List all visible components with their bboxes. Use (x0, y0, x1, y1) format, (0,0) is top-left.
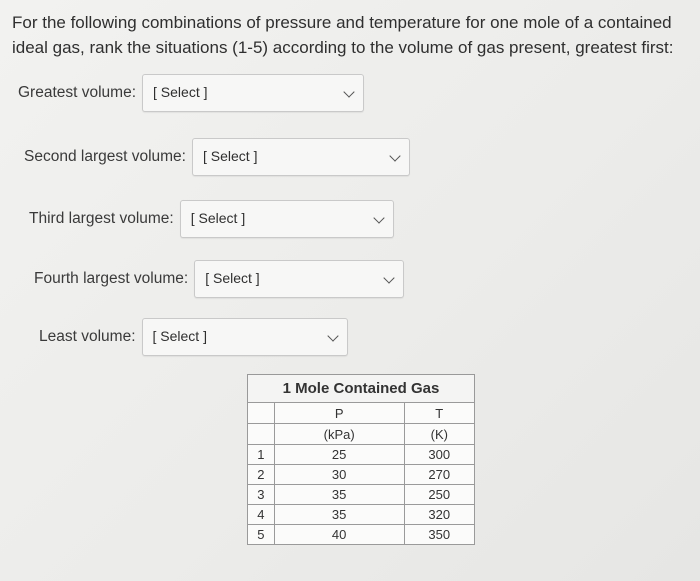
pressure-value: 35 (274, 485, 404, 505)
select-greatest[interactable] (142, 74, 364, 112)
temperature-value: 350 (404, 525, 474, 545)
select-least[interactable] (142, 318, 348, 356)
chevron-down-icon (373, 212, 384, 223)
situation-number: 1 (248, 445, 275, 465)
rank-label-greatest: Greatest volume: (18, 84, 137, 101)
table-title: 1 Mole Contained Gas (247, 374, 475, 402)
chevron-down-icon (389, 150, 400, 161)
table-row (248, 465, 475, 485)
select-value: [ Select ] (152, 328, 207, 344)
table-row (248, 485, 475, 505)
pressure-value: 30 (274, 465, 404, 485)
rank-row-least (39, 318, 348, 356)
select-second[interactable] (192, 138, 410, 176)
select-fourth[interactable] (194, 260, 404, 298)
gas-table (247, 402, 475, 545)
select-value: [ Select ] (202, 148, 258, 164)
pressure-unit: (kPa) (274, 424, 404, 445)
chevron-down-icon (343, 86, 354, 97)
rank-row-fourth (34, 260, 404, 298)
table-header-cell (248, 424, 275, 445)
temperature-value: 250 (404, 485, 474, 505)
temperature-value: 270 (404, 465, 474, 485)
situation-number: 4 (248, 505, 275, 525)
pressure-header: P (274, 403, 404, 424)
table-row (248, 445, 475, 465)
situation-number: 2 (248, 465, 275, 485)
select-value: [ Select ] (205, 270, 260, 286)
rank-row-second (24, 138, 410, 176)
pressure-value: 40 (274, 525, 404, 545)
select-third[interactable] (180, 200, 394, 238)
situation-number: 3 (248, 485, 275, 505)
situation-number: 5 (248, 525, 275, 545)
rank-label-least: Least volume: (39, 328, 136, 345)
pressure-value: 35 (274, 505, 404, 525)
question-text: For the following combinations of pressure and temperature for one mole of a contained ideal gas, rank the situations (1-5) according to the volume of gas present, greatest first: (12, 13, 674, 57)
rank-label-fourth: Fourth largest volume: (34, 270, 189, 287)
table-units-row (248, 424, 475, 445)
pressure-value: 25 (274, 445, 404, 465)
table-header-cell (248, 403, 275, 424)
select-value: [ Select ] (190, 210, 246, 226)
temperature-value: 300 (404, 445, 474, 465)
table-row (248, 505, 475, 525)
gas-data-table (247, 374, 475, 545)
temperature-header: T (404, 403, 474, 424)
rank-row-greatest (18, 74, 364, 112)
rank-row-third (29, 200, 394, 238)
temperature-value: 320 (404, 505, 474, 525)
temperature-unit: (K) (404, 424, 474, 445)
rank-label-third: Third largest volume: (29, 210, 174, 227)
chevron-down-icon (327, 330, 338, 341)
table-row (248, 525, 475, 545)
select-value: [ Select ] (153, 84, 208, 100)
table-header-row (248, 403, 475, 424)
chevron-down-icon (384, 272, 395, 283)
rank-label-second: Second largest volume: (24, 148, 186, 165)
